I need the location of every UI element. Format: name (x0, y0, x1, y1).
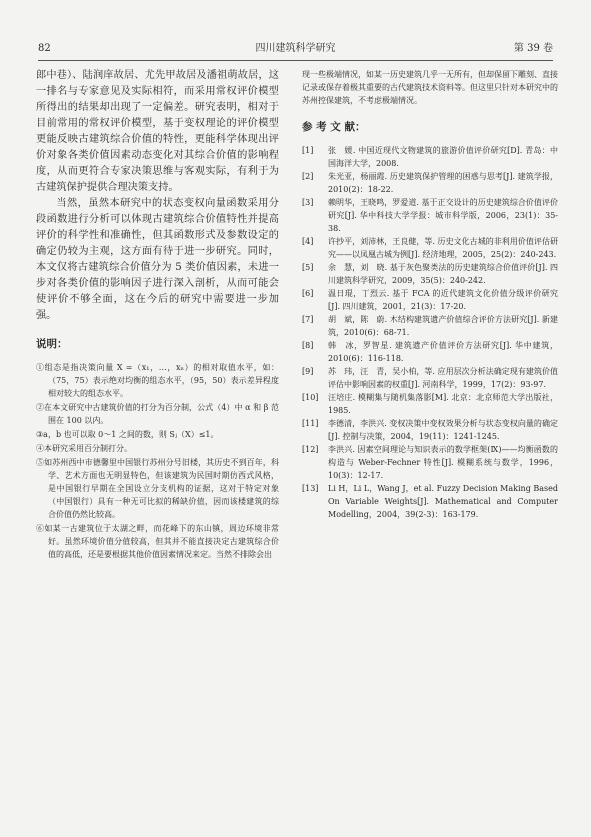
reference-text: 张 媛. 中国近现代文物建筑的旅游价值评价研究[D]. 青岛：中国海洋大学，2008. (328, 146, 558, 168)
reference-item (302, 365, 558, 391)
header-rule (38, 60, 553, 61)
reference-number: [9] (302, 367, 314, 376)
reference-text: 汪培庄. 模糊集与随机集落影[M]. 北京：北京师范大学出版社，1985. (328, 393, 558, 415)
reference-item (302, 482, 558, 521)
journal-title: 四川建筑科学研究 (255, 43, 336, 54)
reference-item (302, 196, 558, 235)
note-item: ⑤如苏州西中市德馨里中国银行苏州分号旧楼，其历史不到百年，科学、艺术方面也无明显特色，但该建筑为民国时期仿西式风格，是中国银行早期在全国设立分支机构的证据，这对于特定对象（中国银行）具有一种无可比拟的稀缺价值，因而该楼建筑的综合价值仍然比较高。 (36, 458, 279, 519)
note-continuation: 现一些极端情况，如某一历史建筑几乎一无所有，但却保留下雕刻、直接记录或保存着极其重要的古代建筑技术资料等。但这里只针对本研究中的苏州控保建筑，不考虑极端情况。 (302, 70, 558, 105)
conclusion-paragraph: 郎中巷）、陆润庠故居、尤先甲故居及潘祖萌故居，这一排名与专家意见及实际相符，而采用常权评价模型所得出的结果却出现了一定偏差。研究表明，相对于目前常用的常权评价模型，基于变权理论的评价模型更能反映古建筑综合价值的特性，更能科学体现出评价对象各类价值因素动态变化对其综合价值的影响程度，从而更符合专家决策思维与客观实际，有利于为古建筑保护提供合理决策支持。 (36, 70, 279, 193)
note-item: ③a，b 也可以取 0～1 之间的数，则 Sⱼ（X）≤1。 (36, 430, 219, 439)
notes-heading: 说明： (36, 338, 68, 350)
page-number: 82 (38, 43, 51, 54)
reference-number: [12] (302, 445, 319, 454)
reference-item (302, 417, 558, 443)
reference-item (302, 391, 558, 417)
left-column (36, 68, 279, 562)
references-list (302, 144, 558, 521)
right-column (302, 68, 558, 521)
reference-number: [3] (302, 198, 314, 207)
reference-text: 胡 斌，陈 蔚. 木结构建筑遗产价值综合评价方法研究[J]. 新建筑，2010(6)：68-71. (328, 315, 558, 337)
reference-text: 许抄平，刘沛林，王良健，等. 历史文化古城的非利用价值评估研究——以凤凰古城为例[J]. 经济地理，2005，25(2)：240-243. (328, 237, 558, 259)
reference-number: [4] (302, 237, 314, 246)
reference-text: 李德清，李洪兴. 变权决策中变权效果分析与状态变权向量的确定[J]. 控制与决策，2004，19(11)：1241-1245. (328, 419, 558, 441)
volume-label: 第 39 卷 (513, 43, 553, 54)
reference-number: [2] (302, 172, 314, 181)
reference-text: 韩 冰，罗智星. 建筑遗产价值评价方法研究[J]. 华中建筑，2010(6)：116-118. (328, 341, 558, 363)
reference-text: Li H，Li L，Wang J，et al. Fuzzy Decision Making Based On Variable Weights[J]. Mathematical and Computer Modelling，2004，39(2-3)：163-179. (328, 484, 558, 519)
references-heading: 参 考 文 献： (302, 121, 366, 133)
reference-item (302, 261, 558, 287)
notes-list (36, 361, 279, 561)
reference-number: [10] (302, 393, 319, 402)
reference-text: 赖明华，王晓鸣，罗爱道. 基于正交设计的历史建筑综合价值评价研究[J]. 华中科技大学学报：城市科学版，2006，23(1)：35-38. (328, 198, 558, 233)
reference-item (302, 339, 558, 365)
reference-number: [13] (302, 484, 319, 493)
reference-item (302, 313, 558, 339)
conclusion-paragraph: 当然，虽然本研究中的状态变权向量函数采用分段函数进行分析可以体现古建筑综合价值特性并提高评价的科学性和准确性，但其函数形式及参数设定的确定仍较为主观，这方面有待于进一步研究。同时，本文仅将古建筑综合价值分为 5 类价值因素，未进一步对各类价值的影响因子进行深入剖析，从而可能会使评价不够全面，这在今后的研究中需要进一步加强。 (36, 198, 279, 321)
note-item: ④本研究采用百分制打分。 (36, 444, 132, 453)
reference-number: [6] (302, 289, 314, 298)
note-item: ②在本文研究中古建筑价值的打分为百分制，公式（4）中 α 和 β 范围在 100 以内。 (36, 403, 279, 425)
note-item: ⑥如某一古建筑位于太湖之畔，而花峰下的东山镇，周边环境非常好。虽然环境价值分值较高，但其并不能直接决定古建筑综合价值的高低，还是要根据其他价值因素情况来定。当然不排除会出 (36, 524, 279, 559)
reference-item (302, 170, 558, 196)
reference-item (302, 144, 558, 170)
reference-number: [8] (302, 341, 314, 350)
reference-number: [5] (302, 263, 314, 272)
reference-number: [7] (302, 315, 314, 324)
running-header (38, 42, 553, 60)
reference-item (302, 287, 558, 313)
reference-item (302, 235, 558, 261)
reference-text: 苏 玮，汪 青，吴小柏，等. 应用层次分析法确定现有建筑价值评估中影响因素的权重[J]. 河南科学，1999，17(2)：93-97. (328, 367, 558, 389)
reference-number: [1] (302, 146, 314, 155)
reference-text: 温日琨，丁烈云. 基于 FCA 的近代建筑文化价值分级评价研究[J]. 四川建筑，2001，21(3)：17-20. (328, 289, 558, 311)
note-item: ①组态是指决策向量 X =（x₁，…，xₙ）的相对取值水平，如：（75，75）表示绝对均衡的组态水平，（95，50）表示差异程度相对较大的组态水平。 (36, 363, 279, 398)
reference-text: 李洪兴. 因素空间理论与知识表示的数学框架(Ⅸ)——均衡函数的构造与 Weber-Fechner 特性[J]. 模糊系统与数学，1996，10(3)：12-17. (328, 445, 558, 480)
reference-number: [11] (302, 419, 319, 428)
reference-text: 朱光亚，杨丽霞. 历史建筑保护管理的困惑与思考[J]. 建筑学报，2010(2)：18-22. (328, 172, 558, 194)
reference-text: 余 慧，刘 晓. 基于灰色聚类法的历史建筑综合价值评价[J]. 四川建筑科学研究，2009，35(5)：240-242. (328, 263, 558, 285)
reference-item (302, 443, 558, 482)
